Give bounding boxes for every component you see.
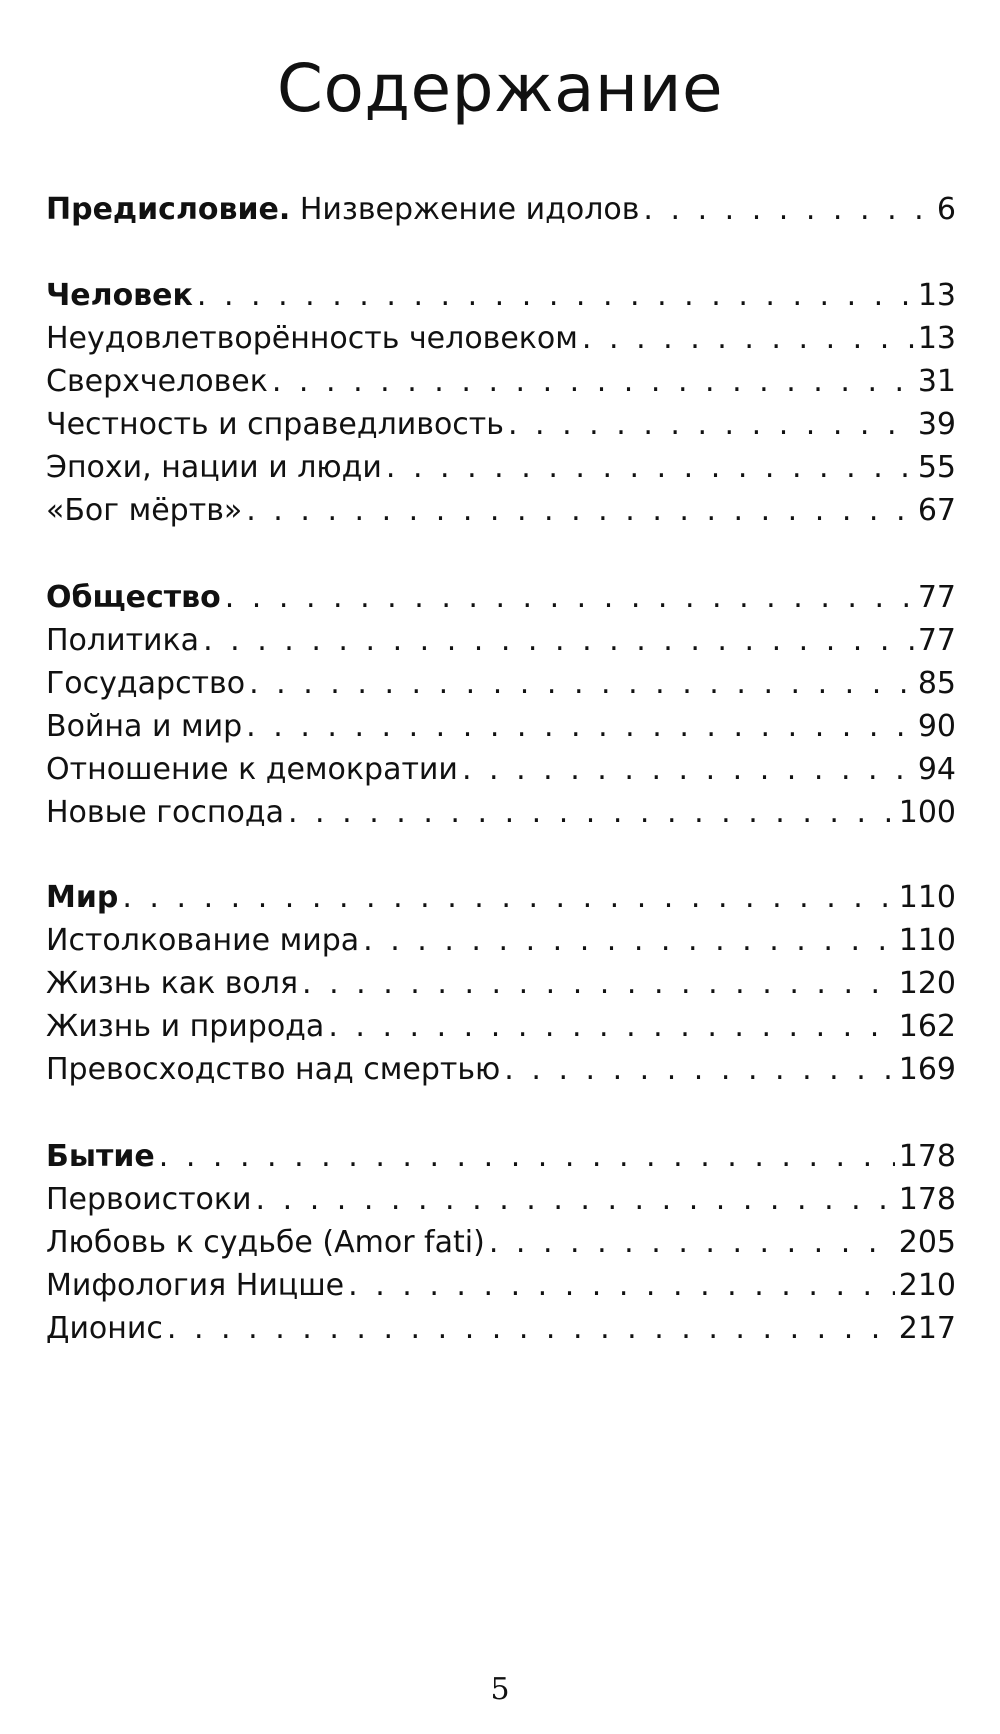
toc-entry: [46, 666, 956, 710]
toc-entry: [46, 795, 956, 839]
toc-entry-text: Государство: [46, 666, 246, 701]
toc-section-entry: [46, 1139, 956, 1183]
toc-entry: [46, 450, 956, 494]
toc-page-number: 169: [898, 1052, 956, 1087]
toc-section-heading: Общество: [46, 580, 221, 615]
toc-section-heading: Человек: [46, 278, 193, 313]
toc-page-number: 13: [917, 321, 956, 356]
toc-entry: [46, 752, 956, 796]
toc-entry-text: Любовь к судьбе (Amor fati): [46, 1225, 485, 1260]
toc-entry-text: Отношение к демократии: [46, 752, 458, 787]
toc-entry-text: Сверхчеловек: [46, 364, 268, 399]
toc-page-number: 13: [917, 278, 956, 313]
page-title: Содержание: [276, 50, 724, 127]
toc-page-number: 90: [917, 709, 956, 744]
toc-section-entry: [46, 580, 956, 624]
toc-page-number: 77: [917, 580, 956, 615]
toc-page-number: 110: [898, 923, 956, 958]
toc-section-heading: Мир: [46, 880, 119, 915]
toc-page-number: 55: [917, 450, 956, 485]
toc-entry-label: [46, 709, 242, 744]
toc-section-entry: [46, 880, 956, 924]
toc-entry-text: Жизнь и природа: [46, 1009, 325, 1044]
toc-entry-text: Жизнь как воля: [46, 966, 299, 1001]
toc-entry-text: «Бог мёртв»: [46, 493, 243, 528]
toc-entry-text: Война и мир: [46, 709, 243, 744]
toc-section-heading: Бытие: [46, 1139, 155, 1174]
toc-entry-label: [46, 1052, 500, 1087]
toc-page-number: 67: [917, 493, 956, 528]
toc-entry-label: [46, 407, 504, 442]
toc-entry-label: [46, 321, 578, 356]
toc-section-heading: Предисловие.: [46, 192, 291, 227]
toc-page-number: 162: [898, 1009, 956, 1044]
toc-entry: [46, 1009, 956, 1053]
dot-leader: [582, 321, 914, 356]
dot-leader: [489, 1225, 895, 1260]
toc-entry-text: Новые господа: [46, 795, 284, 830]
toc-entry-text: Дионис: [46, 1311, 163, 1346]
toc-entry-label: [46, 1225, 485, 1260]
toc-entry: [46, 321, 956, 365]
dot-leader: [246, 709, 914, 744]
toc-entry: [46, 623, 956, 667]
toc-page-number: 100: [898, 795, 956, 830]
dot-leader: [386, 450, 914, 485]
dot-leader: [288, 795, 895, 830]
toc-entry: [46, 966, 956, 1010]
dot-leader: [462, 752, 914, 787]
dot-leader: [249, 666, 914, 701]
toc-entry: [46, 1225, 956, 1269]
dot-leader: [272, 364, 914, 399]
toc-page-number: 85: [917, 666, 956, 701]
toc-page-number: 6: [936, 192, 956, 227]
toc-entry-label: [46, 795, 284, 830]
toc-entry-label: [46, 752, 458, 787]
toc-entry-label: [46, 923, 359, 958]
dot-leader: [203, 623, 914, 658]
toc-entry-label: [46, 580, 221, 615]
dot-leader: [328, 1009, 894, 1044]
toc-page-number: 120: [898, 966, 956, 1001]
dot-leader: [122, 880, 894, 915]
dot-leader: [159, 1139, 895, 1174]
toc-page-number: 178: [898, 1182, 956, 1217]
toc-entry-label: [46, 623, 199, 658]
dot-leader: [225, 580, 914, 615]
toc-entry-text: Честность и справедливость: [46, 407, 504, 442]
toc-section-entry: [46, 192, 956, 236]
toc-entry-label: [46, 278, 193, 313]
toc-entry-label: [46, 450, 382, 485]
toc-entry-text: Первоистоки: [46, 1182, 252, 1217]
toc-section-entry: [46, 278, 956, 322]
toc-entry-label: [46, 1009, 324, 1044]
toc-entry-label: [46, 666, 245, 701]
toc-page-number: 205: [898, 1225, 956, 1260]
toc-entry-label: [46, 192, 639, 227]
dot-leader: [256, 1182, 895, 1217]
toc-page-number: 178: [898, 1139, 956, 1174]
toc-page-number: 217: [898, 1311, 956, 1346]
toc-entry-text: Низвержение идолов: [290, 192, 640, 227]
toc-entry: [46, 1052, 956, 1096]
toc-entry: [46, 923, 956, 967]
toc-entry: [46, 493, 956, 537]
toc-entry-text: Эпохи, нации и люди: [46, 450, 382, 485]
toc-entry: [46, 1268, 956, 1312]
toc-page-number: 77: [917, 623, 956, 658]
dot-leader: [348, 1268, 895, 1303]
toc-entry-label: [46, 1182, 252, 1217]
toc-entry-label: [46, 493, 242, 528]
dot-leader: [643, 192, 932, 227]
toc-entry-label: [46, 880, 118, 915]
page-number: 5: [490, 1672, 510, 1707]
toc-page-number: 210: [898, 1268, 956, 1303]
toc-entry-label: [46, 364, 268, 399]
dot-leader: [302, 966, 895, 1001]
dot-leader: [197, 278, 914, 313]
toc-page-number: 94: [917, 752, 956, 787]
dot-leader: [363, 923, 895, 958]
toc-entry-label: [46, 1268, 344, 1303]
toc-entry-label: [46, 1139, 155, 1174]
toc-entry: [46, 1182, 956, 1226]
dot-leader: [508, 407, 914, 442]
toc-entry-text: Политика: [46, 623, 200, 658]
toc-page-number: 31: [917, 364, 956, 399]
dot-leader: [167, 1311, 895, 1346]
toc-entry-text: Истолкование мира: [46, 923, 360, 958]
toc-entry-label: [46, 1311, 163, 1346]
dot-leader: [246, 493, 914, 528]
toc-entry: [46, 364, 956, 408]
toc-entry: [46, 709, 956, 753]
toc-entry-text: Неудовлетворённость человеком: [46, 321, 578, 356]
dot-leader: [504, 1052, 894, 1087]
toc-page-number: 110: [898, 880, 956, 915]
toc-page-number: 39: [917, 407, 956, 442]
toc-entry-text: Мифология Ницше: [46, 1268, 345, 1303]
toc-entry-label: [46, 966, 298, 1001]
toc-entry-text: Превосходство над смертью: [46, 1052, 501, 1087]
toc-entry: [46, 1311, 956, 1355]
toc-entry: [46, 407, 956, 451]
